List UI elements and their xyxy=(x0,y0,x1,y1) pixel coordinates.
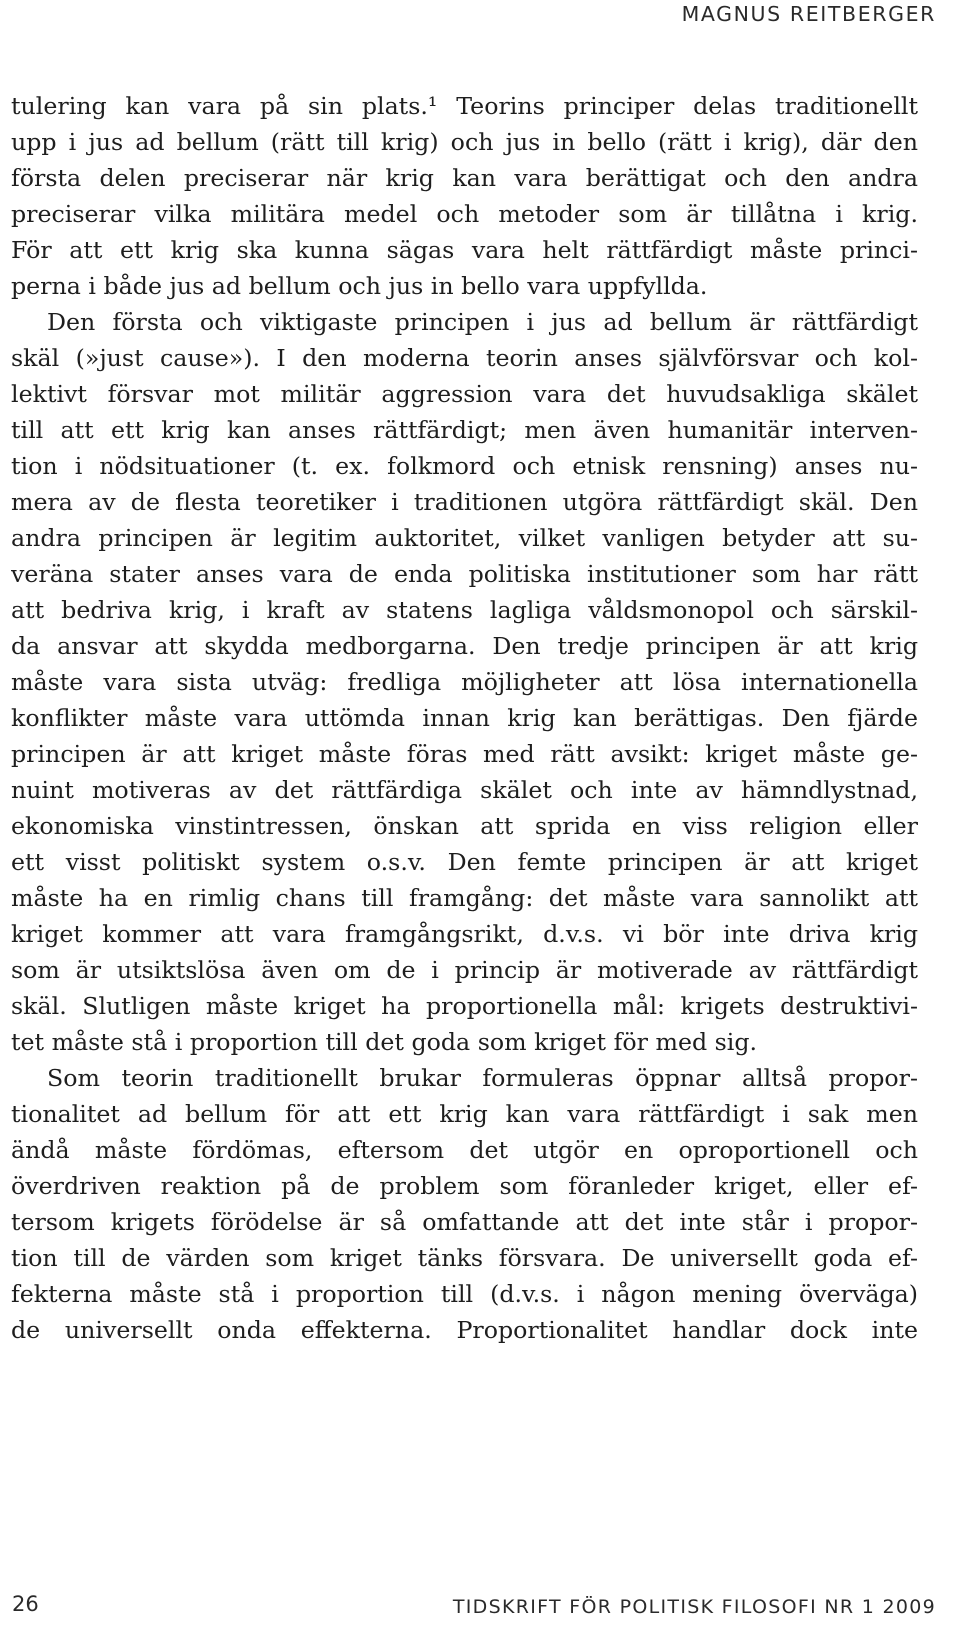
text-line: ändå måste fördömas, eftersom det utgör en oproportionell och xyxy=(11,1136,918,1164)
journal-title: TIDSKRIFT FÖR POLITISK FILOSOFI NR 1 2009 xyxy=(452,1596,936,1618)
text-line: andra principen är legitim auktoritet, vilket vanligen betyder att su- xyxy=(11,524,918,552)
text-line: skäl (»just cause»). I den moderna teorin anses självförsvar och kol- xyxy=(11,344,918,372)
text-line: första delen preciserar när krig kan vara berättigat och den andra xyxy=(11,164,918,192)
text-line: måste vara sista utväg: fredliga möjligheter att lösa internationella xyxy=(11,668,918,696)
text-line: tersom krigets förödelse är så omfattande att det inte står i propor- xyxy=(11,1208,918,1236)
text-line: att bedriva krig, i kraft av statens lagliga våldsmonopol och särskil- xyxy=(11,596,918,624)
text-line: tet måste stå i proportion till det goda som kriget för med sig. xyxy=(11,1028,758,1056)
text-line: överdriven reaktion på de problem som föranleder kriget, eller ef- xyxy=(11,1172,918,1200)
text-line: som är utsiktslösa även om de i princip är motiverade av rättfärdigt xyxy=(11,956,918,984)
text-line: kriget kommer att vara framgångsrikt, d.v.s. vi bör inte driva krig xyxy=(11,920,918,948)
text-line: veräna stater anses vara de enda politiska institutioner som har rätt xyxy=(11,560,918,588)
page-number: 26 xyxy=(12,1592,39,1616)
text-line: preciserar vilka militära medel och metoder som är tillåtna i krig. xyxy=(11,200,918,228)
text-line: da ansvar att skydda medborgarna. Den tredje principen är att krig xyxy=(11,632,918,660)
text-line: nuint motiveras av det rättfärdiga skälet och inte av hämndlystnad, xyxy=(11,776,918,804)
text-line: upp i jus ad bellum (rätt till krig) och jus in bello (rätt i krig), där den xyxy=(11,128,918,156)
text-line: ett visst politiskt system o.s.v. Den femte principen är att kriget xyxy=(11,848,918,876)
paragraph-start-line: Som teorin traditionellt brukar formuleras öppnar alltså propor- xyxy=(47,1064,918,1092)
text-line: tion i nödsituationer (t. ex. folkmord och etnisk rensning) anses nu- xyxy=(11,452,918,480)
text-line: För att ett krig ska kunna sägas vara helt rättfärdigt måste princi- xyxy=(11,236,918,264)
text-line: fekterna måste stå i proportion till (d.v.s. i någon mening överväga) xyxy=(11,1280,918,1308)
text-line: konflikter måste vara uttömda innan krig kan berättigas. Den fjärde xyxy=(11,704,918,732)
text-line: de universellt onda effekterna. Proportionalitet handlar dock inte xyxy=(11,1316,918,1344)
text-line: principen är att kriget måste föras med rätt avsikt: kriget måste ge- xyxy=(11,740,918,768)
text-line: tulering kan vara på sin plats.¹ Teorins principer delas traditionellt xyxy=(11,92,918,120)
text-line: tion till de värden som kriget tänks försvara. De universellt goda ef- xyxy=(11,1244,918,1272)
paragraph-start-line: Den första och viktigaste principen i jus ad bellum är rättfärdigt xyxy=(47,308,918,336)
text-line: måste ha en rimlig chans till framgång: det måste vara sannolikt att xyxy=(11,884,918,912)
text-line: lektivt försvar mot militär aggression vara det huvudsakliga skälet xyxy=(11,380,918,408)
text-line: ekonomiska vinstintressen, önskan att sprida en viss religion eller xyxy=(11,812,918,840)
text-line: till att ett krig kan anses rättfärdigt; men även humanitär interven- xyxy=(11,416,918,444)
running-head: MAGNUS REITBERGER xyxy=(681,2,936,26)
text-line: perna i både jus ad bellum och jus in bello vara uppfyllda. xyxy=(11,272,708,300)
text-line: skäl. Slutligen måste kriget ha proportionella mål: krigets destruktivi- xyxy=(11,992,918,1020)
text-line: mera av de flesta teoretiker i traditionen utgöra rättfärdigt skäl. Den xyxy=(11,488,918,516)
body-text xyxy=(11,88,918,1348)
text-line: tionalitet ad bellum för att ett krig kan vara rättfärdigt i sak men xyxy=(11,1100,918,1128)
